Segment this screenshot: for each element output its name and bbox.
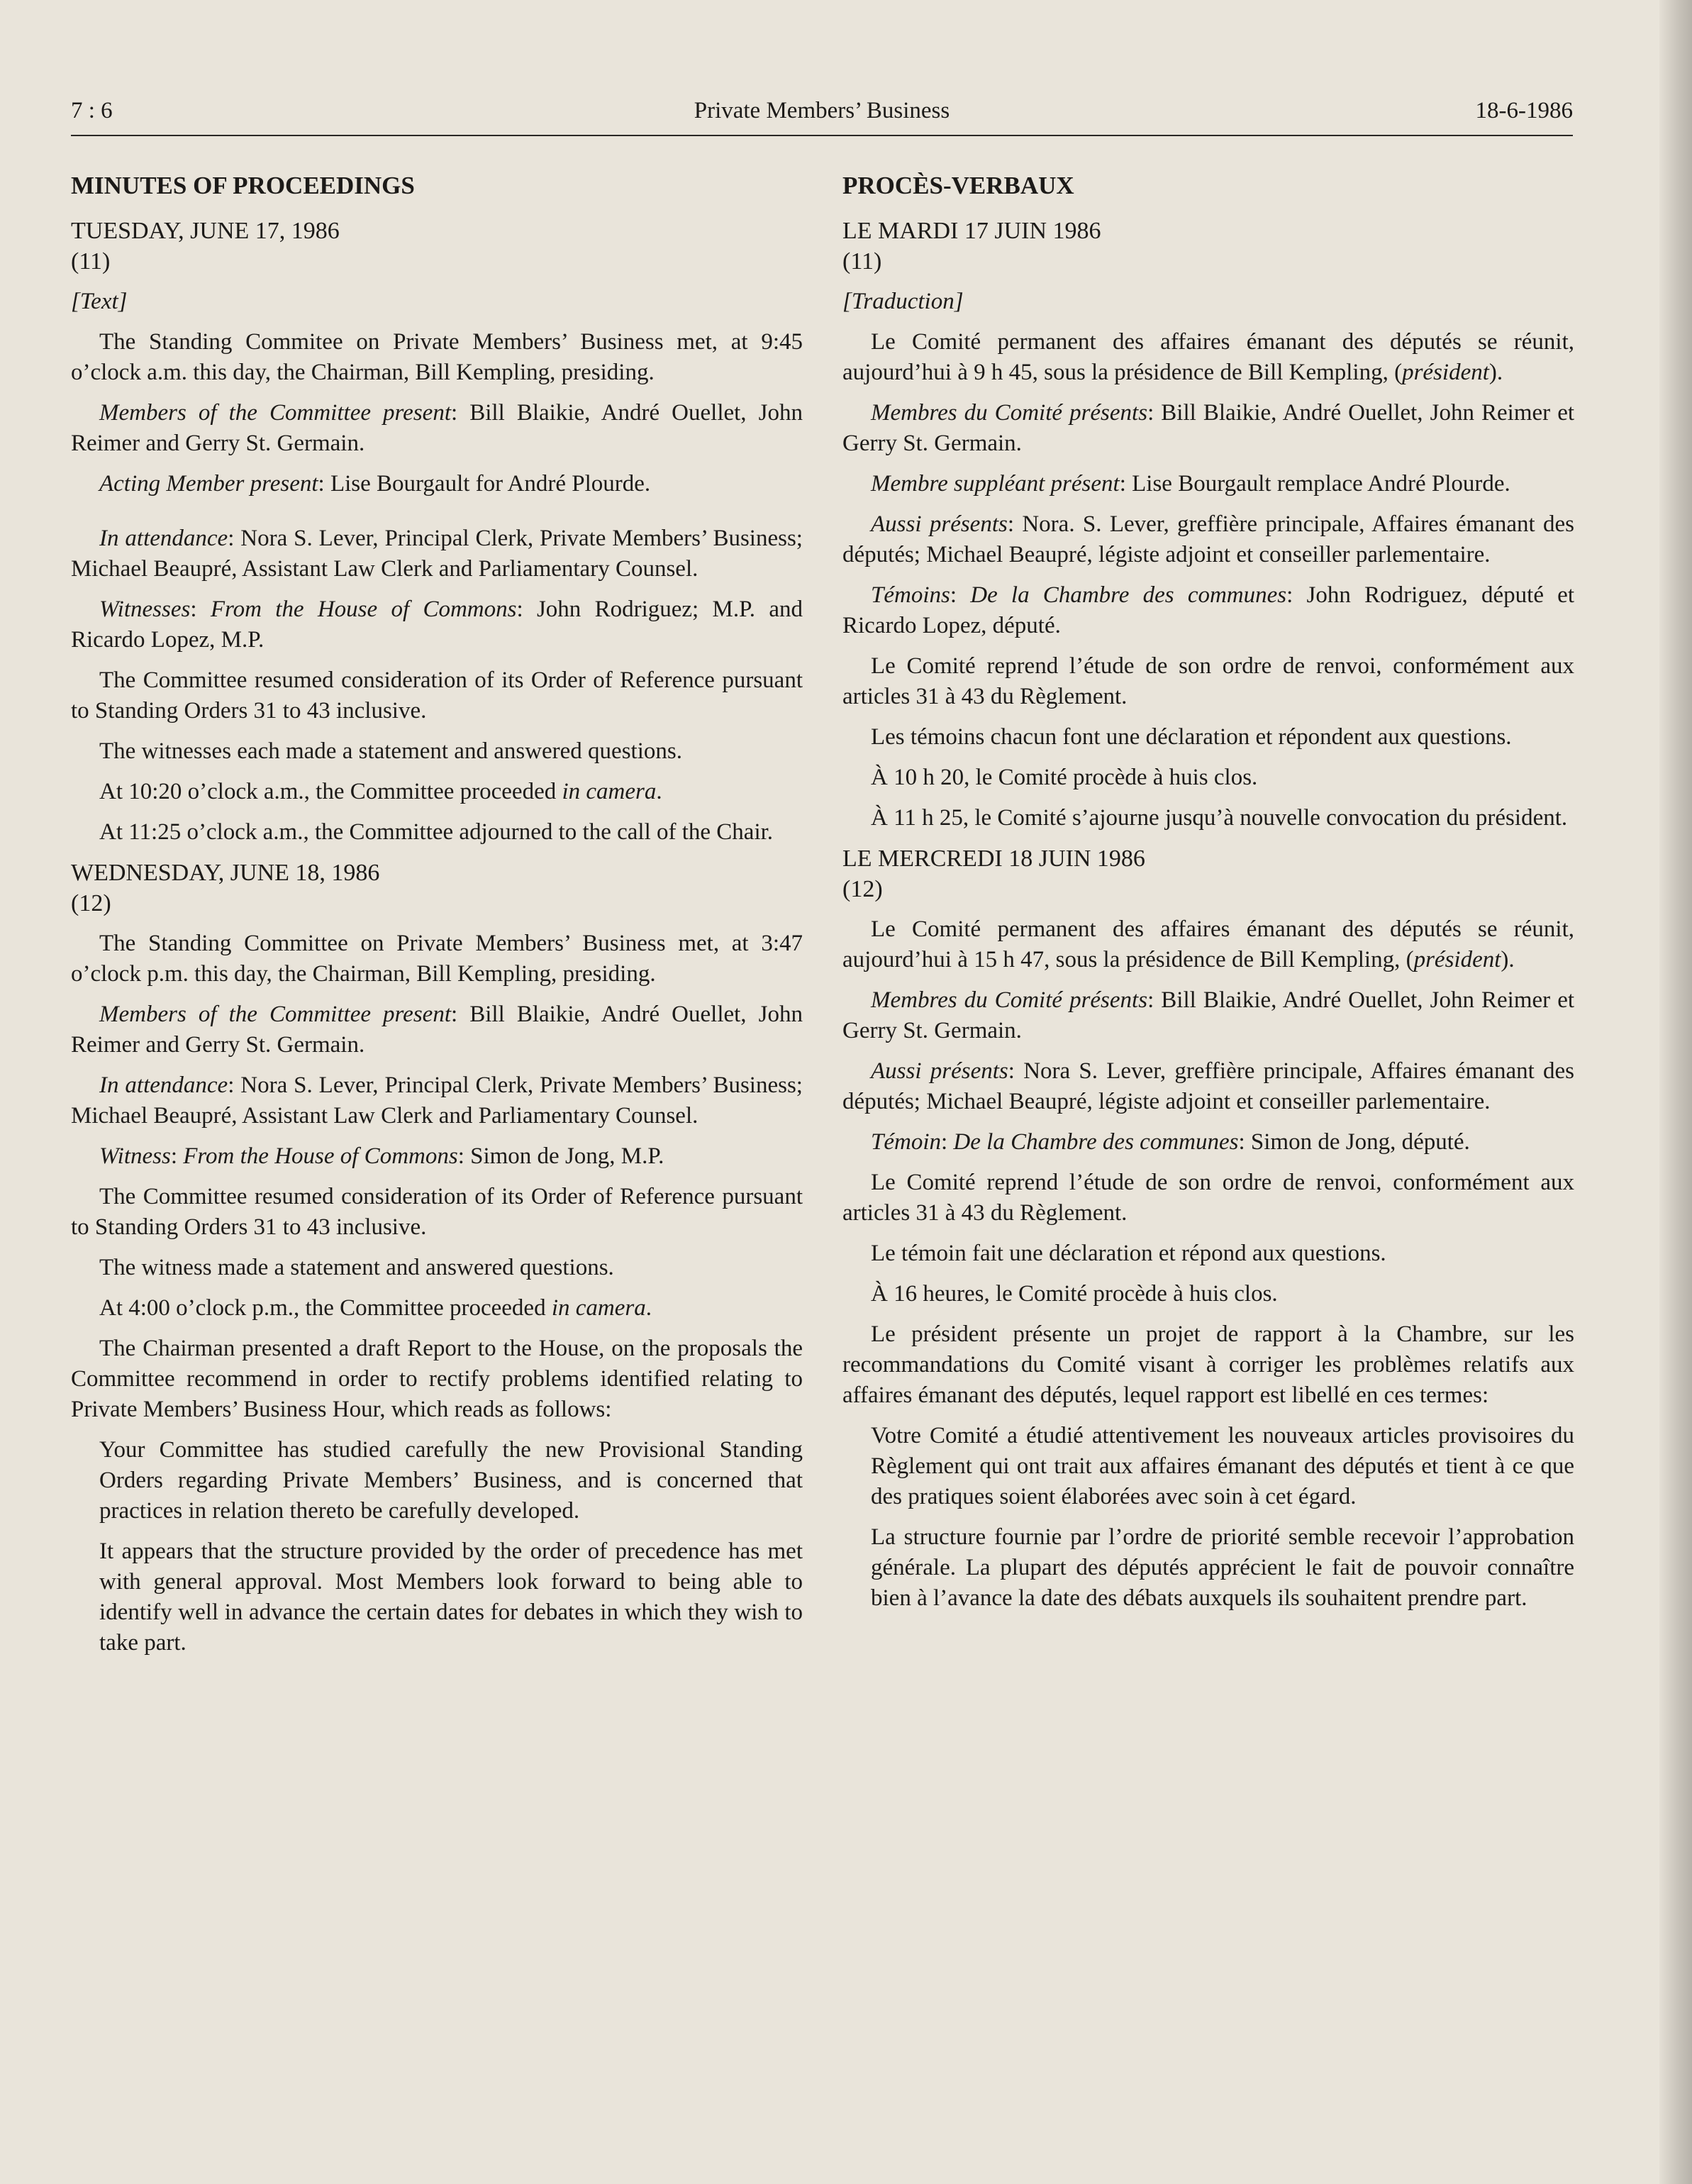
acting-member <box>842 469 1574 499</box>
header-title: Private Members’ Business <box>694 98 950 123</box>
resumed-paragraph: Le Comité reprend l’étude de son ordre de renvoi, conformément aux articles 31 à 43 du Règlement. <box>842 1170 1574 1226</box>
acting-text: : Lise Bourgault for André Plourde. <box>318 471 651 497</box>
meeting-number: (11) <box>842 248 882 275</box>
opening-post: ). <box>1488 360 1503 385</box>
meeting-date-mercredi: LE MERCREDI 18 JUIN 1986 <box>842 846 1145 872</box>
opening-paragraph <box>842 914 1574 975</box>
opening-pre: Le Comité permanent des affaires émanant des députés se réunit, aujourd’hui à 9 h 45, sous la présidence de Bill Kempling, ( <box>842 329 1574 385</box>
camera-paragraph <box>71 1293 803 1324</box>
witnesses-sep: : <box>950 582 971 608</box>
opening-italic: président <box>1402 360 1489 385</box>
text-tag: [Text] <box>71 289 128 314</box>
witness <box>71 1141 803 1172</box>
attendance-text: : Nora S. Lever, Principal Clerk, Private Members’ Business; Michael Beaupré, Assistant Law Clerk and Parliamentary Counsel. <box>71 1072 803 1129</box>
in-attendance <box>842 509 1574 570</box>
witness-sep: : <box>941 1129 954 1155</box>
in-attendance <box>71 1070 803 1131</box>
camera-post: . <box>656 779 662 804</box>
statement-paragraph: Le témoin fait une déclaration et répond aux questions. <box>871 1241 1386 1266</box>
witnesses-sep: : <box>190 597 211 622</box>
report-quote: La structure fournie par l’ordre de priorité semble recevoir l’approbation générale. La plupart des députés apprécient le fait de pouvoir connaître bien à l’avance la date des débats auxquels ils souhaitent prendre part. <box>871 1524 1574 1611</box>
camera-post: . <box>645 1295 652 1321</box>
witnesses <box>71 594 803 655</box>
adjourned-paragraph: At 11:25 o’clock a.m., the Committee adjourned to the call of the Chair. <box>99 819 774 845</box>
witness-label: Témoin <box>871 1129 941 1155</box>
members-present <box>71 999 803 1060</box>
acting-label: Acting Member present <box>99 471 318 497</box>
meeting-number: (11) <box>71 248 111 275</box>
members-label: Members of the Committee present <box>99 400 451 426</box>
page-edge-shadow <box>1659 0 1692 2184</box>
attendance-label: Aussi présents <box>871 1058 1008 1084</box>
opening-paragraph: The Standing Commitee on Private Members’ Business met, at 9:45 o’clock a.m. this day, the Chairman, Bill Kempling, presiding. <box>71 329 803 385</box>
attendance-label: In attendance <box>99 1072 228 1098</box>
meeting-date-mardi: LE MARDI 17 JUIN 1986 <box>842 218 1101 244</box>
meeting-date-wednesday: WEDNESDAY, JUNE 18, 1986 <box>71 860 380 886</box>
members-present <box>71 398 803 459</box>
statement-paragraph: The witness made a statement and answered questions. <box>99 1255 614 1280</box>
opening-paragraph: The Standing Committee on Private Members’ Business met, at 3:47 o’clock p.m. this day, the Chairman, Bill Kempling, presiding. <box>71 931 803 987</box>
minutes-heading: MINUTES OF PROCEEDINGS <box>71 172 415 199</box>
witness-label: Witness <box>99 1143 171 1169</box>
witness-sep: : <box>170 1143 184 1169</box>
opening-italic: président <box>1413 947 1501 972</box>
statement-paragraph: The witnesses each made a statement and answered questions. <box>99 738 682 764</box>
witness-source: From the House of Commons <box>183 1143 458 1169</box>
camera-pre: At 4:00 o’clock p.m., the Committee proceeded <box>99 1295 552 1321</box>
members-label: Members of the Committee present <box>99 1002 451 1027</box>
header-date: 18-6-1986 <box>1475 98 1573 123</box>
in-attendance <box>842 1056 1574 1117</box>
traduction-tag: [Traduction] <box>842 289 964 314</box>
attendance-text: : Nora S. Lever, greffière principale, Affaires émanant des députés; Michael Beaupré, légiste adjoint et conseiller parlementaire. <box>842 1058 1575 1114</box>
camera-paragraph <box>71 777 803 807</box>
header-rule <box>71 135 1573 136</box>
opening-post: ). <box>1501 947 1515 972</box>
acting-text: : Lise Bourgault remplace André Plourde. <box>1119 471 1510 497</box>
in-attendance <box>71 523 803 584</box>
meeting-date-tuesday: TUESDAY, JUNE 17, 1986 <box>71 218 340 244</box>
camera-italic: in camera <box>562 779 657 804</box>
adjourned-paragraph: À 11 h 25, le Comité s’ajourne jusqu’à nouvelle convocation du président. <box>871 805 1568 831</box>
camera-paragraph: À 16 heures, le Comité procède à huis clos. <box>871 1281 1278 1307</box>
attendance-label: Aussi présents <box>871 511 1008 537</box>
resumed-paragraph: The Committee resumed consideration of its Order of Reference pursuant to Standing Orders 31 to 43 inclusive. <box>71 667 803 724</box>
proces-verbaux-heading: PROCÈS-VERBAUX <box>842 172 1074 199</box>
draft-report-paragraph: The Chairman presented a draft Report to the House, on the proposals the Committee recommend in order to rectify problems identified relating to Private Members’ Business Hour, which reads as follows: <box>71 1336 803 1422</box>
camera-italic: in camera <box>551 1295 646 1321</box>
witness-source: De la Chambre des communes <box>953 1129 1239 1155</box>
page-number: 7 : 6 <box>71 98 113 123</box>
witnesses-text: : John Rodriguez; M.P. and Ricardo Lopez, M.P. <box>71 597 803 653</box>
running-header <box>71 98 1573 135</box>
english-column <box>71 170 803 1668</box>
meeting-number: (12) <box>71 890 111 916</box>
witnesses-source: De la Chambre des communes <box>970 582 1287 608</box>
meeting-number: (12) <box>842 876 883 902</box>
members-present <box>842 398 1574 459</box>
members-label: Membres du Comité présents <box>871 987 1148 1013</box>
statement-paragraph: Les témoins chacun font une déclaration et répondent aux questions. <box>871 724 1512 750</box>
report-quote: Your Committee has studied carefully the new Provisional Standing Orders regarding Private Members’ Business, and is concerned that practices in relation thereto be carefully developed. <box>99 1437 803 1524</box>
members-label: Membres du Comité présents <box>871 400 1148 426</box>
attendance-label: In attendance <box>99 526 228 551</box>
witnesses-source: From the House of Commons <box>210 597 517 622</box>
witness-text: : Simon de Jong, M.P. <box>457 1143 664 1169</box>
report-quote: Votre Comité a étudié attentivement les nouveaux articles provisoires du Règlement qui ont trait aux affaires émanant des députés et tient à ce que des pratiques soient élaborées avec soin à cet égard. <box>871 1423 1574 1509</box>
opening-paragraph <box>842 327 1574 388</box>
french-column <box>842 170 1574 1624</box>
acting-member <box>71 469 803 499</box>
attendance-text: : Nora S. Lever, Principal Clerk, Private Members’ Business; Michael Beaupré, Assistant Law Clerk and Parliamentary Counsel. <box>71 526 803 582</box>
acting-label: Membre suppléant présent <box>871 471 1120 497</box>
camera-pre: At 10:20 o’clock a.m., the Committee proceeded <box>99 779 562 804</box>
witnesses-label: Witnesses <box>99 597 191 622</box>
members-text: : Bill Blaikie, André Ouellet, John Reimer et Gerry St. Germain. <box>842 987 1575 1043</box>
attendance-text: : Nora. S. Lever, greffière principale, Affaires émanant des députés; Michael Beaupré, légiste adjoint et conseiller parlementaire. <box>842 511 1575 567</box>
members-present <box>842 985 1574 1046</box>
witnesses-label: Témoins <box>871 582 950 608</box>
opening-pre: Le Comité permanent des affaires émanant des députés se réunit, aujourd’hui à 15 h 47, sous la présidence de Bill Kempling, ( <box>842 916 1574 972</box>
witnesses <box>842 580 1574 641</box>
report-quote: It appears that the structure provided by the order of precedence has met with general approval. Most Members look forward to being able to identify well in advance the certain dates for debates in which they wish to take part. <box>99 1539 803 1656</box>
resumed-paragraph: The Committee resumed consideration of its Order of Reference pursuant to Standing Orders 31 to 43 inclusive. <box>71 1184 803 1240</box>
members-text: : Bill Blaikie, André Ouellet, John Reimer et Gerry St. Germain. <box>842 400 1575 456</box>
draft-report-paragraph: Le président présente un projet de rapport à la Chambre, sur les recommandations du Comité visant à corriger les problèmes relatifs aux affaires émanant des députés, lequel rapport est libellé en ces termes: <box>842 1321 1574 1408</box>
members-text: : Bill Blaikie, André Ouellet, John Reimer and Gerry St. Germain. <box>71 400 803 456</box>
witnesses-text: : John Rodriguez, député et Ricardo Lopez, député. <box>842 582 1574 638</box>
witness-text: : Simon de Jong, député. <box>1238 1129 1470 1155</box>
members-text: : Bill Blaikie, André Ouellet, John Reimer and Gerry St. Germain. <box>71 1002 803 1058</box>
witness <box>842 1127 1574 1158</box>
camera-paragraph: À 10 h 20, le Comité procède à huis clos. <box>871 765 1258 790</box>
resumed-paragraph: Le Comité reprend l’étude de son ordre de renvoi, conformément aux articles 31 à 43 du Règlement. <box>842 653 1574 709</box>
